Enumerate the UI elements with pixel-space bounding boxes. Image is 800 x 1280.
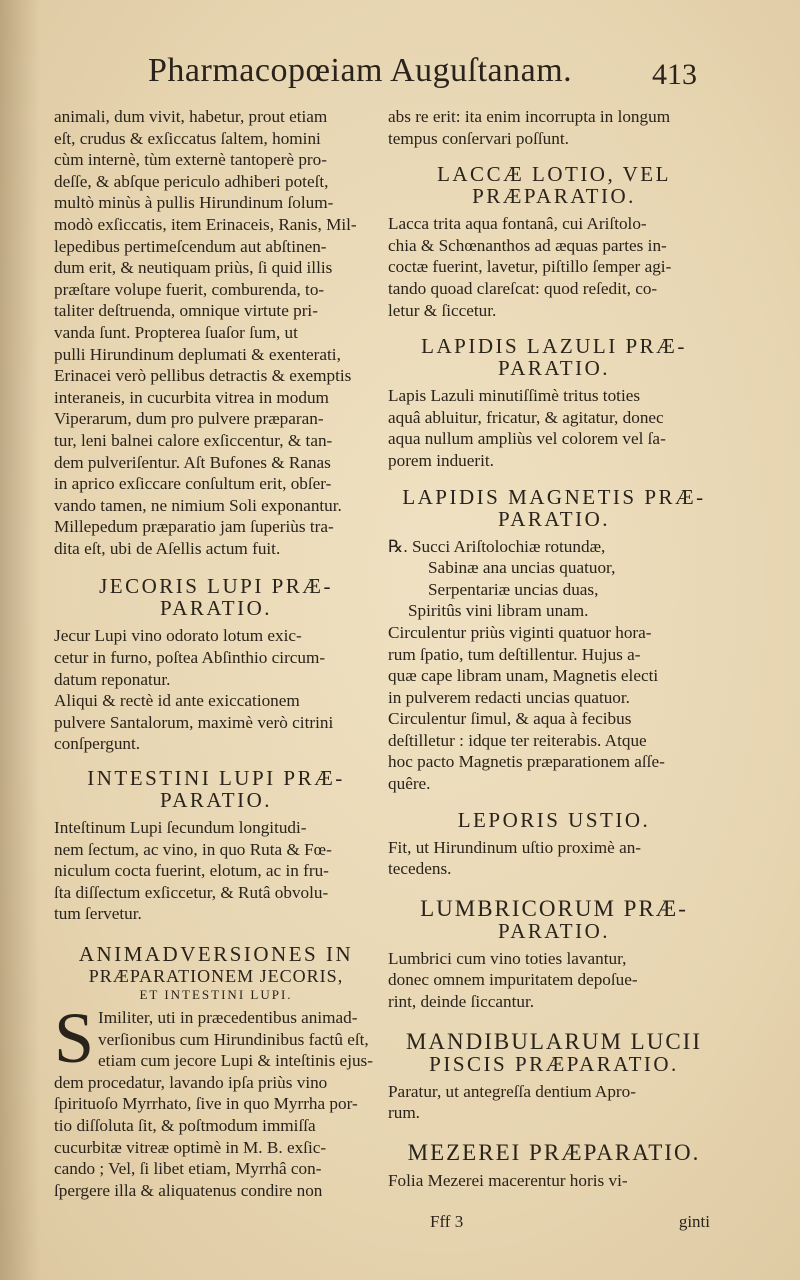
section-heading-mandibularum-cont: PISCIS PRÆPARATIO.: [429, 1051, 679, 1076]
text-line: Imiliter, uti in præcedentibus animad-: [98, 1008, 358, 1027]
text-line: Aliqui & rectè id ante exiccationem: [54, 691, 300, 711]
section-heading-laccae-cont: PRÆPARATIO.: [472, 184, 636, 209]
text-line: tur, leni balnei calore exſiccentur, & tan-: [54, 430, 333, 450]
section-heading-lumbricorum-cont: PARATIO.: [498, 918, 610, 943]
section-heading-animadversiones: ANIMADVERSIONES IN: [78, 942, 354, 966]
text-line: tempus conſervari poſſunt.: [388, 128, 569, 148]
section-heading-lazuli-cont: PARATIO.: [498, 356, 610, 381]
text-line: porem induerit.: [388, 450, 494, 470]
text-line: chia & Schœnanthos ad æquas partes in-: [388, 235, 667, 255]
section-heading-lazuli: LAPIDIS LAZULI PRÆ-: [421, 334, 687, 359]
section-heading-lumbricorum: LUMBRICORUM PRÆ-: [420, 895, 688, 921]
mandibularum-paragraph: [388, 1081, 720, 1124]
text-line: dum erit, & neutiquam priùs, ſi quid illis: [54, 258, 333, 278]
text-line: Fit, ut Hirundinum uſtio proximè an-: [388, 837, 642, 857]
intro-paragraph: [54, 106, 378, 559]
text-line: multò minùs à pullis Hirundinum ſolum-: [54, 193, 334, 213]
text-line: deſſe, & abſque periculo adhiberi poteſt,: [54, 171, 329, 191]
text-line: tum ſervetur.: [54, 904, 142, 924]
leporis-paragraph: [388, 837, 720, 880]
section-heading-magnetis-cont: PARATIO.: [498, 506, 610, 531]
laccae-paragraph: [388, 213, 720, 321]
text-line: tando quoad clareſcat: quod reſedit, co-: [388, 278, 658, 298]
text-line: dem procedatur, lavando ipſa priùs vino: [54, 1072, 328, 1092]
text-line: donec omnem impuritatem depoſue-: [388, 970, 638, 990]
text-line: niculum cocta fuerint, elotum, ac in fru-: [54, 861, 329, 881]
text-line: interaneis, in cucurbita vitrea in modum: [54, 387, 329, 407]
text-line: ſpergere illa & aliquatenus condire non: [54, 1180, 323, 1200]
text-line: vanda ſunt. Propterea ſuaſor ſum, ut: [54, 322, 298, 342]
text-line: eſt, crudus & exſiccatus ſaltem, homini: [54, 128, 321, 148]
text-line: datum reponatur.: [54, 669, 171, 689]
text-line: vando tamen, ne nimium Soli exponantur.: [54, 495, 342, 515]
section-heading-jecoris: JECORIS LUPI PRÆ-: [99, 574, 333, 599]
section-subheading-animadversiones: ET INTESTINI LUPI.: [139, 987, 293, 1002]
text-line: pulli Hirundinum deplumati & exenterati,: [54, 344, 341, 364]
text-line: in pulverem redacti uncias quatuor.: [388, 687, 630, 707]
page-number: 413: [652, 58, 697, 91]
drop-cap: S: [54, 998, 95, 1078]
text-line: rint, deinde ſiccantur.: [388, 992, 535, 1012]
text-line: Paratur, ut antegreſſa dentium Apro-: [388, 1081, 636, 1101]
text-line: cando ; Vel, ſi libet etiam, Myrrhâ con-: [54, 1159, 322, 1179]
text-line: Jecur Lupi vino odorato lotum exic-: [54, 626, 302, 646]
recipe-line: Spiritûs vini libram unam.: [408, 601, 589, 621]
text-line: lepedibus pertimeſcendum aut abſtinen-: [54, 236, 327, 256]
text-line: ſpirituoſo Myrrhato, ſive in quo Myrrha por-: [54, 1094, 358, 1114]
animadversiones-paragraph: [54, 998, 378, 1201]
recipe-line: Serpentariæ uncias duas,: [428, 579, 599, 599]
recipe-line: ℞. Succi Ariſtolochiæ rotundæ,: [388, 536, 606, 556]
section-heading-mandibularum: MANDIBULARUM LUCII: [405, 1028, 703, 1054]
text-line: Lumbrici cum vino toties lavantur,: [388, 948, 627, 968]
text-line: letur & ſiccetur.: [388, 300, 497, 320]
text-line: tio diſſoluta ſit, & poſtmodum immiſſa: [54, 1115, 316, 1135]
text-line: modò exſiccatis, item Erinaceis, Ranis, Mil-: [54, 214, 357, 234]
text-line: cùm internè, tùm externè tantoperè pro-: [54, 150, 327, 170]
text-line: coctæ fuerint, lavetur, piſtillo ſemper agi-: [388, 257, 672, 277]
binding-shadow: [0, 0, 40, 1280]
intestini-paragraph: [54, 817, 378, 925]
text-line: præſtare volupe fuerit, comburenda, to-: [54, 279, 325, 299]
continuation-paragraph: [388, 106, 720, 149]
magnetis-recipe: [388, 536, 720, 795]
section-heading-intestini: INTESTINI LUPI PRÆ-: [87, 766, 345, 791]
text-line: rum ſpatio, tum deſtillentur. Hujus a-: [388, 644, 641, 664]
section-heading-magnetis: LAPIDIS MAGNETIS PRÆ-: [402, 484, 706, 509]
text-line: hoc pacto Magnetis præparationem aſſe-: [388, 752, 665, 772]
text-line: ſta diſſectum exſiccetur, & Rutâ obvolu-: [54, 882, 329, 902]
text-line: aquâ abluitur, fricatur, & agitatur, donec: [388, 407, 664, 427]
text-line: quæ cape libram unam, Magnetis electi: [388, 666, 659, 686]
text-line: Folia Mezerei macerentur horis vi-: [388, 1170, 628, 1190]
text-line: dem pulveriſentur. Aſt Bufones & Ranas: [54, 452, 331, 472]
text-line: in aprico exſiccare conſultum erit, obſer-: [54, 474, 332, 494]
text-line: Lacca trita aqua fontanâ, cui Ariſtolo-: [388, 214, 647, 234]
lazuli-paragraph: [388, 385, 720, 471]
jecoris-paragraph: [54, 625, 378, 755]
running-title: Pharmacopœiam Auguſtanam.: [148, 52, 573, 89]
text-line: verſionibus cum Hirundinibus factû eſt,: [98, 1029, 369, 1049]
text-line: abs re erit: ita enim incorrupta in longum: [388, 107, 671, 126]
section-heading-laccae: LACCÆ LOTIO, VEL: [437, 162, 671, 187]
text-line: Inteſtinum Lupi ſecundum longitudi-: [54, 818, 307, 838]
text-line: taliter deſtruenda, omnique virtute pri-: [54, 301, 318, 321]
page-header: [140, 52, 700, 102]
signature-mark: Fff 3: [430, 1212, 464, 1231]
text-line: Circulentur ſimul, & aqua à fecibus: [388, 709, 632, 729]
text-line: aqua nullum ampliùs vel colorem vel ſa-: [388, 429, 666, 449]
text-line: pulvere Santalorum, maximè verò citrini: [54, 712, 334, 732]
recipe-line: Sabinæ ana uncias quatuor,: [428, 558, 616, 578]
mezerei-paragraph: [388, 1170, 720, 1192]
text-line: nem ſectum, ac vino, in quo Ruta & Fœ-: [54, 839, 332, 859]
right-column: [388, 106, 720, 1191]
text-line: quêre.: [388, 774, 431, 794]
text-line: Erinacei verò pellibus detractis & exemptis: [54, 366, 352, 386]
text-line: tecedens.: [388, 859, 452, 879]
text-line: rum.: [388, 1103, 420, 1123]
section-heading-mezerei: MEZEREI PRÆPARATIO.: [407, 1139, 701, 1165]
text-line: animali, dum vivit, habetur, prout etiam: [54, 107, 328, 126]
text-line: Millepedum præparatio jam ſuperiùs tra-: [54, 517, 334, 537]
text-line: Viperarum, dum pro pulvere præparan-: [54, 409, 324, 429]
text-line: etiam cum jecore Lupi & inteſtinis ejus-: [98, 1051, 373, 1071]
lumbricorum-paragraph: [388, 948, 720, 1013]
text-line: Lapis Lazuli minutiſſimè tritus toties: [388, 386, 641, 406]
section-heading-intestini-cont: PARATIO.: [160, 788, 272, 813]
section-heading-leporis: LEPORIS USTIO.: [457, 807, 651, 832]
text-line: cetur in furno, poſtea Abſinthio circum-: [54, 648, 326, 668]
text-line: deſtilletur : idque ter reiterabis. Atque: [388, 730, 647, 750]
section-heading-jecoris-cont: PARATIO.: [160, 596, 272, 621]
text-line: dita eſt, ubi de Aſellis actum fuit.: [54, 538, 281, 558]
text-line: Circulentur priùs viginti quatuor hora-: [388, 622, 652, 642]
left-column: [54, 106, 378, 1201]
text-line: conſpergunt.: [54, 734, 141, 754]
catchword: ginti: [678, 1212, 710, 1231]
text-line: cucurbitæ vitreæ optimè in M. B. exſic-: [54, 1137, 327, 1157]
section-heading-animadversiones-cont: PRÆPARATIONEM JECORIS,: [88, 966, 344, 986]
